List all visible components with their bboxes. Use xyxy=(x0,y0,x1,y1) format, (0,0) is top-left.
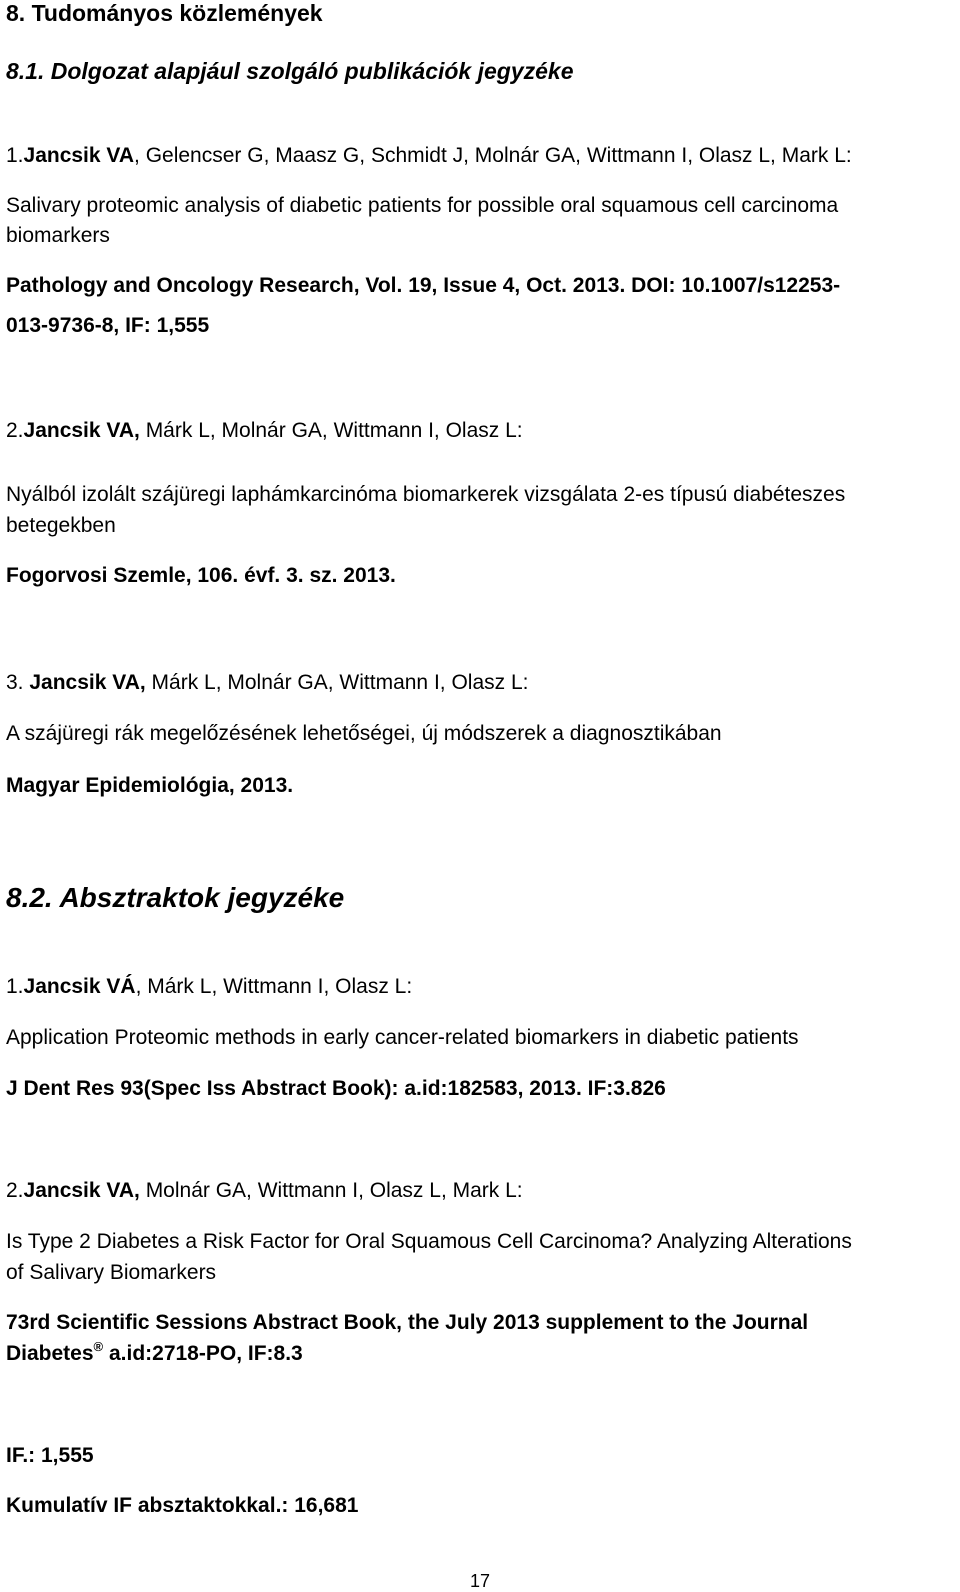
abs1-main-author: Jancsik VÁ xyxy=(23,975,136,998)
pub2-coauthors: Márk L, Molnár GA, Wittmann I, Olasz L: xyxy=(139,419,523,442)
section-title: 8. Tudományos közlemények xyxy=(6,0,323,26)
abs1-number: 1. xyxy=(6,975,24,998)
abs2-journal-line1: 73rd Scientific Sessions Abstract Book, the July 2013 supplement to the Journal xyxy=(6,1311,809,1334)
subsection-title-publications: 8.1. Dolgozat alapjául szolgáló publikációk jegyzéke xyxy=(6,58,574,84)
abs2-title-line1: Is Type 2 Diabetes a Risk Factor for Oral Squamous Cell Carcinoma? Analyzing Alterations xyxy=(6,1230,852,1253)
abs1-journal: J Dent Res 93(Spec Iss Abstract Book): a.id:182583, 2013. IF:3.826 xyxy=(6,1077,666,1100)
pub2-journal: Fogorvosi Szemle, 106. évf. 3. sz. 2013. xyxy=(6,564,396,587)
pub2-main-author: Jancsik VA, xyxy=(23,419,140,442)
pub2-number: 2. xyxy=(6,419,24,442)
abs2-coauthors: Molnár GA, Wittmann I, Olasz L, Mark L: xyxy=(139,1179,523,1202)
abs2-journal-details: a.id:2718-PO, IF:8.3 xyxy=(103,1342,303,1365)
pub1-journal-line1: Pathology and Oncology Research, Vol. 19, Issue 4, Oct. 2013. DOI: 10.1007/s12253- xyxy=(6,274,841,297)
subsection-title-abstracts: 8.2. Absztraktok jegyzéke xyxy=(6,882,345,913)
abs2-title-line2: of Salivary Biomarkers xyxy=(6,1261,217,1284)
pub3-authors xyxy=(6,671,528,695)
pub1-title-line1: Salivary proteomic analysis of diabetic patients for possible oral squamous cell carcinoma xyxy=(6,194,839,217)
cumulative-impact-factor: Kumulatív IF absztaktokkal.: 16,681 xyxy=(6,1494,359,1517)
pub1-authors xyxy=(6,144,852,168)
pub1-number: 1. xyxy=(6,144,24,167)
abs2-main-author: Jancsik VA, xyxy=(23,1179,140,1202)
abs2-authors xyxy=(6,1179,523,1203)
impact-factor-total: IF.: 1,555 xyxy=(6,1444,94,1467)
abs1-title: Application Proteomic methods in early cancer-related biomarkers in diabetic patients xyxy=(6,1026,799,1049)
pub2-title-line1: Nyálból izolált szájüregi laphámkarcinóma biomarkerek vizsgálata 2-es típusú diabéteszes xyxy=(6,483,846,506)
page-number: 17 xyxy=(469,1571,491,1591)
pub1-title-line2: biomarkers xyxy=(6,224,110,247)
abs2-number: 2. xyxy=(6,1179,24,1202)
pub3-number: 3. xyxy=(6,671,30,694)
pub1-coauthors: , Gelencser G, Maasz G, Schmidt J, Molnár GA, Wittmann I, Olasz L, Mark L: xyxy=(134,144,852,167)
pub1-main-author: Jancsik VA xyxy=(23,144,135,167)
registered-trademark-mark: ® xyxy=(93,1339,104,1354)
abs2-journal-line2 xyxy=(6,1339,303,1366)
pub3-title: A szájüregi rák megelőzésének lehetőségei, új módszerek a diagnosztikában xyxy=(6,722,722,745)
pub2-title-line2: betegekben xyxy=(6,514,116,537)
pub1-journal-line2: 013-9736-8, IF: 1,555 xyxy=(6,314,210,337)
pub3-main-author: Jancsik VA, xyxy=(29,671,146,694)
abs2-journal-name: Diabetes xyxy=(6,1342,94,1365)
pub3-journal: Magyar Epidemiológia, 2013. xyxy=(6,774,294,797)
pub2-authors xyxy=(6,419,523,443)
abs1-authors xyxy=(6,975,412,999)
abs1-coauthors: , Márk L, Wittmann I, Olasz L: xyxy=(135,975,413,998)
pub3-coauthors: Márk L, Molnár GA, Wittmann I, Olasz L: xyxy=(145,671,529,694)
